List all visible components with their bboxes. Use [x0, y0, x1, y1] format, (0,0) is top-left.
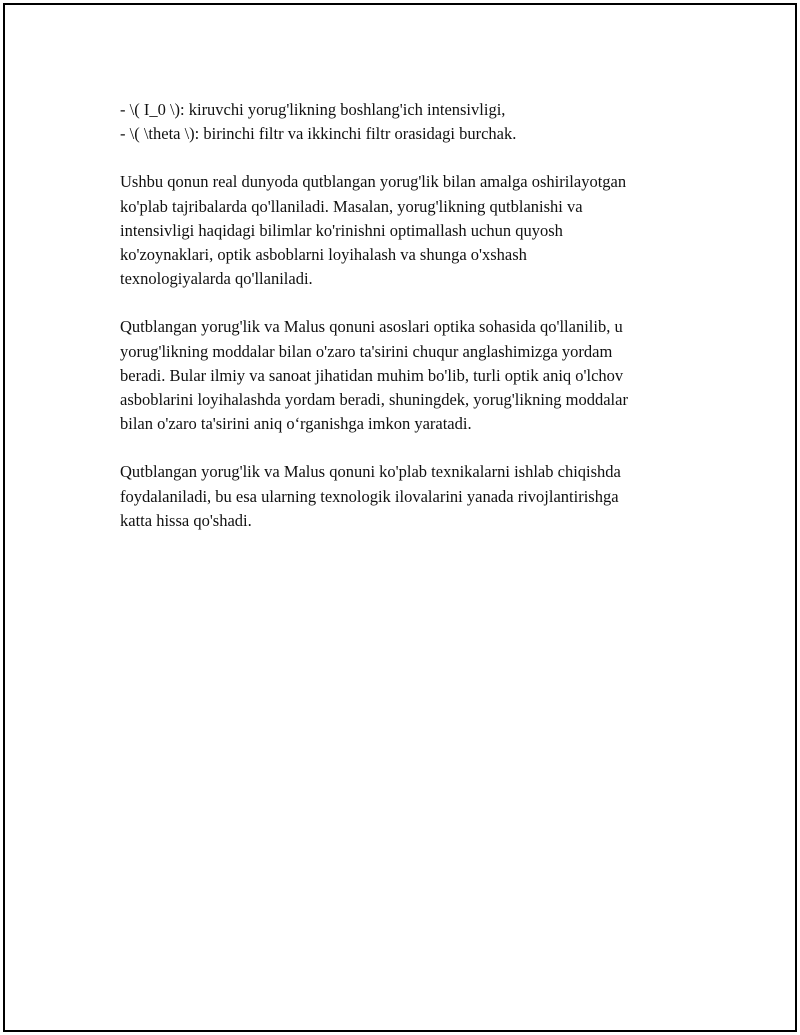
- document-body: [120, 98, 700, 557]
- paragraph-line: katta hissa qo'shadi.: [120, 510, 252, 530]
- paragraph-line: ko'plab tajribalarda qo'llaniladi. Masalan, yorug'likning qutblanishi va: [120, 196, 583, 216]
- paragraph-line: intensivligi haqidagi bilimlar ko'rinishni optimallash uchun quyosh: [120, 220, 563, 240]
- paragraph-line: yorug'likning moddalar bilan o'zaro ta'sirini chuqur anglashimizga yordam: [120, 341, 613, 361]
- variable-definitions: [120, 98, 700, 146]
- definition-theta: - \( \theta \): birinchi filtr va ikkinchi filtr orasidagi burchak.: [120, 124, 517, 144]
- paragraph-line: texnologiyalarda qo'llaniladi.: [120, 269, 313, 289]
- paragraph-line: Qutblangan yorug'lik va Malus qonuni asoslari optika sohasida qo'llanilib, u: [120, 317, 623, 337]
- paragraph-applications: [120, 170, 700, 291]
- paragraph-line: ko'zoynaklari, optik asboblarni loyihalash va shunga o'xshash: [120, 245, 527, 265]
- paragraph-line: bilan o'zaro ta'sirini aniq o‘rganishga imkon yaratadi.: [120, 414, 472, 434]
- paragraph-optics-basics: [120, 315, 700, 436]
- paragraph-line: Ushbu qonun real dunyoda qutblangan yorug'lik bilan amalga oshirilayotgan: [120, 172, 627, 192]
- page-frame: [3, 3, 797, 1032]
- paragraph-line: Qutblangan yorug'lik va Malus qonuni ko'plab texnikalarni ishlab chiqishda: [120, 462, 621, 482]
- paragraph-line: asboblarini loyihalashda yordam beradi, shuningdek, yorug'likning moddalar: [120, 390, 628, 410]
- definition-i0: - \( I_0 \): kiruvchi yorug'likning boshlang'ich intensivligi,: [120, 100, 506, 119]
- paragraph-conclusion: [120, 460, 700, 533]
- paragraph-line: foydalaniladi, bu esa ularning texnologik ilovalarini yanada rivojlantirishga: [120, 486, 619, 506]
- paragraph-line: beradi. Bular ilmiy va sanoat jihatidan muhim bo'lib, turli optik aniq o'lchov: [120, 365, 624, 385]
